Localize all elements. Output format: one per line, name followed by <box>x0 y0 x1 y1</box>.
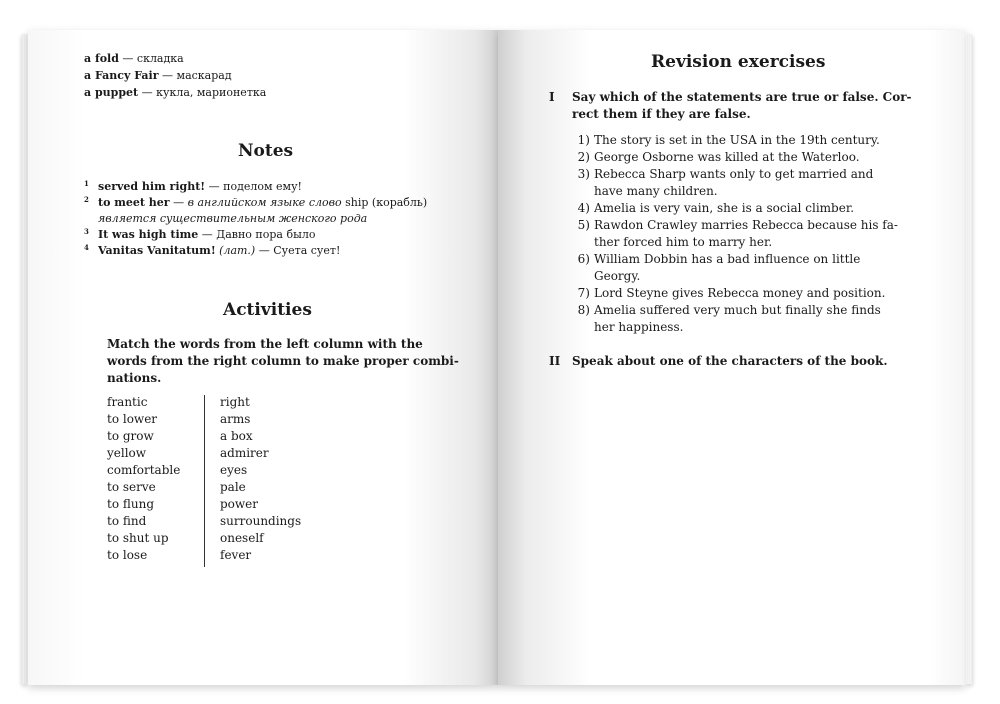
statement-continuation: Georgy. <box>594 269 641 283</box>
right-page-edges <box>966 34 972 684</box>
right-word: fever <box>220 548 252 562</box>
statement-text: Rebecca Sharp wants only to get married and <box>594 167 874 181</box>
vocab-item <box>84 67 232 84</box>
statement-text: Amelia suffered very much but finally she finds <box>594 303 881 317</box>
right-word: right <box>220 395 250 409</box>
statement-item <box>568 252 860 266</box>
section-instruction: Speak about one of the characters of the book. <box>572 354 888 368</box>
statement-number: 4) <box>577 201 590 215</box>
note-item <box>84 242 340 260</box>
note-plain: ship (корабль) <box>341 196 428 209</box>
left-word: to lower <box>107 412 158 426</box>
section-instruction: Say which of the statements are true or false. Cor- <box>572 90 912 104</box>
vocab-dash: — <box>158 69 177 82</box>
note-translation: — Давно пора было <box>198 228 316 241</box>
right-word: oneself <box>220 531 264 545</box>
right-word: pale <box>220 480 246 494</box>
vocab-term: a Fancy Fair <box>84 69 159 82</box>
right-word: a box <box>220 429 253 443</box>
right-word: admirer <box>220 446 269 460</box>
statement-item <box>568 286 885 300</box>
instruction-line: words from the right column to make proper combi- <box>107 354 459 368</box>
right-word: power <box>220 497 259 511</box>
vocab-item <box>84 84 266 101</box>
statement-number: 8) <box>577 303 590 317</box>
note-number: 4 <box>84 243 89 252</box>
statement-number: 1) <box>577 133 590 147</box>
statement-text: William Dobbin has a bad influence on little <box>594 252 861 266</box>
left-word: to shut up <box>107 531 169 545</box>
note-phrase: to meet her <box>98 196 170 209</box>
note-dash: — <box>169 196 188 209</box>
vocab-term: a puppet <box>84 86 139 99</box>
note-phrase: Vanitas Vanitatum! <box>98 244 216 257</box>
vocab-translation: кукла, марионетка <box>156 86 267 99</box>
left-word: to grow <box>107 429 154 443</box>
note-translation: — поделом ему! <box>205 180 302 193</box>
statement-number: 5) <box>577 218 590 232</box>
statement-number: 7) <box>577 286 590 300</box>
note-number: 3 <box>84 227 89 236</box>
statement-number: 3) <box>577 167 590 181</box>
vocab-translation: маскарад <box>176 69 232 82</box>
statement-item <box>568 167 873 181</box>
vocab-dash: — <box>138 86 157 99</box>
notes-heading: Notes <box>238 141 294 161</box>
statement-text: George Osborne was killed at the Waterloo. <box>594 150 860 164</box>
statement-continuation: have many children. <box>594 184 718 198</box>
note-italic: в английском языке слово <box>187 196 342 209</box>
statement-number: 6) <box>577 252 590 266</box>
statement-item <box>568 218 898 232</box>
vocab-item <box>84 50 184 67</box>
vocab-term: a fold <box>84 52 119 65</box>
statement-item <box>568 133 880 147</box>
statement-text: Lord Steyne gives Rebecca money and position. <box>594 286 886 300</box>
statement-item <box>568 201 854 215</box>
statement-text: Amelia is very vain, she is a social climber. <box>594 201 855 215</box>
column-divider <box>204 395 205 567</box>
right-word: surroundings <box>220 514 302 528</box>
section-numeral: I <box>549 90 555 104</box>
statement-number: 2) <box>577 150 590 164</box>
note-language: (лат.) <box>215 244 256 257</box>
section-instruction: rect them if they are false. <box>572 107 751 121</box>
section-numeral: II <box>549 354 561 368</box>
note-number: 1 <box>84 179 89 188</box>
vocab-translation: складка <box>136 52 184 65</box>
activities-heading: Activities <box>223 300 312 320</box>
left-word: to flung <box>107 497 155 511</box>
statement-continuation: ther forced him to marry her. <box>594 235 773 249</box>
statement-item <box>568 303 881 317</box>
vocab-dash: — <box>118 52 137 65</box>
left-word: to serve <box>107 480 156 494</box>
left-word: comfortable <box>107 463 181 477</box>
right-word: eyes <box>220 463 248 477</box>
note-translation: — Суета сует! <box>255 244 341 257</box>
note-phrase: served him right! <box>98 180 206 193</box>
note-number: 2 <box>84 195 89 204</box>
right-word: arms <box>220 412 251 426</box>
revision-heading: Revision exercises <box>651 52 826 72</box>
left-word: to find <box>107 514 147 528</box>
left-word: to lose <box>107 548 148 562</box>
instruction-line: Match the words from the left column with the <box>107 337 423 351</box>
left-word: yellow <box>107 446 147 460</box>
note-continuation: является существительным женского рода <box>98 212 368 225</box>
statement-text: The story is set in the USA in the 19th century. <box>594 133 880 147</box>
statement-continuation: her happiness. <box>594 320 684 334</box>
statement-text: Rawdon Crawley marries Rebecca because his fa- <box>594 218 898 232</box>
instruction-line: nations. <box>107 371 162 385</box>
note-phrase: It was high time <box>98 228 199 241</box>
statement-item <box>568 150 860 164</box>
left-word: frantic <box>107 395 148 409</box>
